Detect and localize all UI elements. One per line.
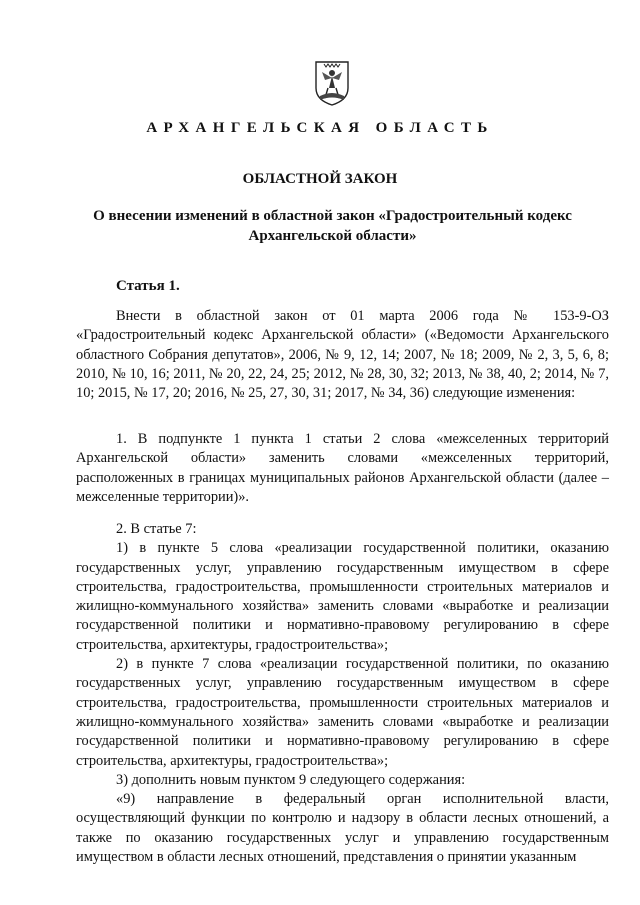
coat-of-arms-icon xyxy=(314,60,350,106)
item-2-block xyxy=(76,520,609,867)
item-2-subitem-3: 3) дополнить новым пунктом 9 следующего содержания: xyxy=(116,771,466,788)
article-intro: Внести в областной закон от 01 марта 2006 года № 153-9-ОЗ «Градостроительный кодекс Архангельской области» («Ведомости Архангельского областного Собрания депутатов», 2006, № 9, 12, 14; 2007, № 18; 2009, № 2, 3, 5, 6, 8; 2010, № 10, 16; 2011, № 20, 22, 24, 25; 2012, № 28, 30, 32; 2013, № 38, 40, 2; 2014, № 7, 10; 2015, № 17, 20; 2016, № 25, 27, 30, 31; 2017, № 34, 36) следующие изменения: xyxy=(76,308,609,402)
article-heading: Статья 1. xyxy=(116,278,180,294)
item-1: 1. В подпункте 1 пункта 1 статьи 2 слова «межселенных территорий Архангельской области» заменить словами «межселенных территорий, расположенных в границах муниципальных районов Архангельской области (далее – межселенные территории)». xyxy=(76,431,609,505)
item-2-subitem-3-text: «9) направление в федеральный орган исполнительной власти, осуществляющий функции по контролю и надзору в области лесных отношений, а также по оказанию государственных услуг и управлению государственным имуществом в области лесных отношений, представления о принятии указанным xyxy=(76,791,609,866)
item-1-block xyxy=(76,430,609,507)
article-intro-block xyxy=(76,307,609,403)
document-type: ОБЛАСТНОЙ ЗАКОН xyxy=(242,171,398,187)
item-2-subitem-2: 2) в пункте 7 слова «реализации государственной политики, по оказанию государственных услуг, управлению государственным имуществом в сфере строительства, градостроительства, промышленности строительных материалов и жилищно-коммунального хозяйства» заменить словами «выработке и реализации государственной политики и нормативно-правовому регулированию в сфере строительства, архитектуры, градостроительства»; xyxy=(76,656,609,769)
region-name: АРХАНГЕЛЬСКАЯ ОБЛАСТЬ xyxy=(146,120,494,136)
item-2-subitem-1: 1) в пункте 5 слова «реализации государственной политики, оказанию государственных услуг, управлению государственным имуществом в сфере строительства, градостроительства, промышленности строительных материалов и жилищно-коммунального хозяйства» заменить словами «выработке и реализации государственной политики и нормативно-правовому регулированию в сфере строительства, архитектуры, градостроительства»; xyxy=(76,540,609,653)
item-2-heading: 2. В статье 7: xyxy=(116,521,197,537)
law-title: О внесении изменений в областной закон «Градостроительный кодекс Архангельской области» xyxy=(93,208,572,244)
